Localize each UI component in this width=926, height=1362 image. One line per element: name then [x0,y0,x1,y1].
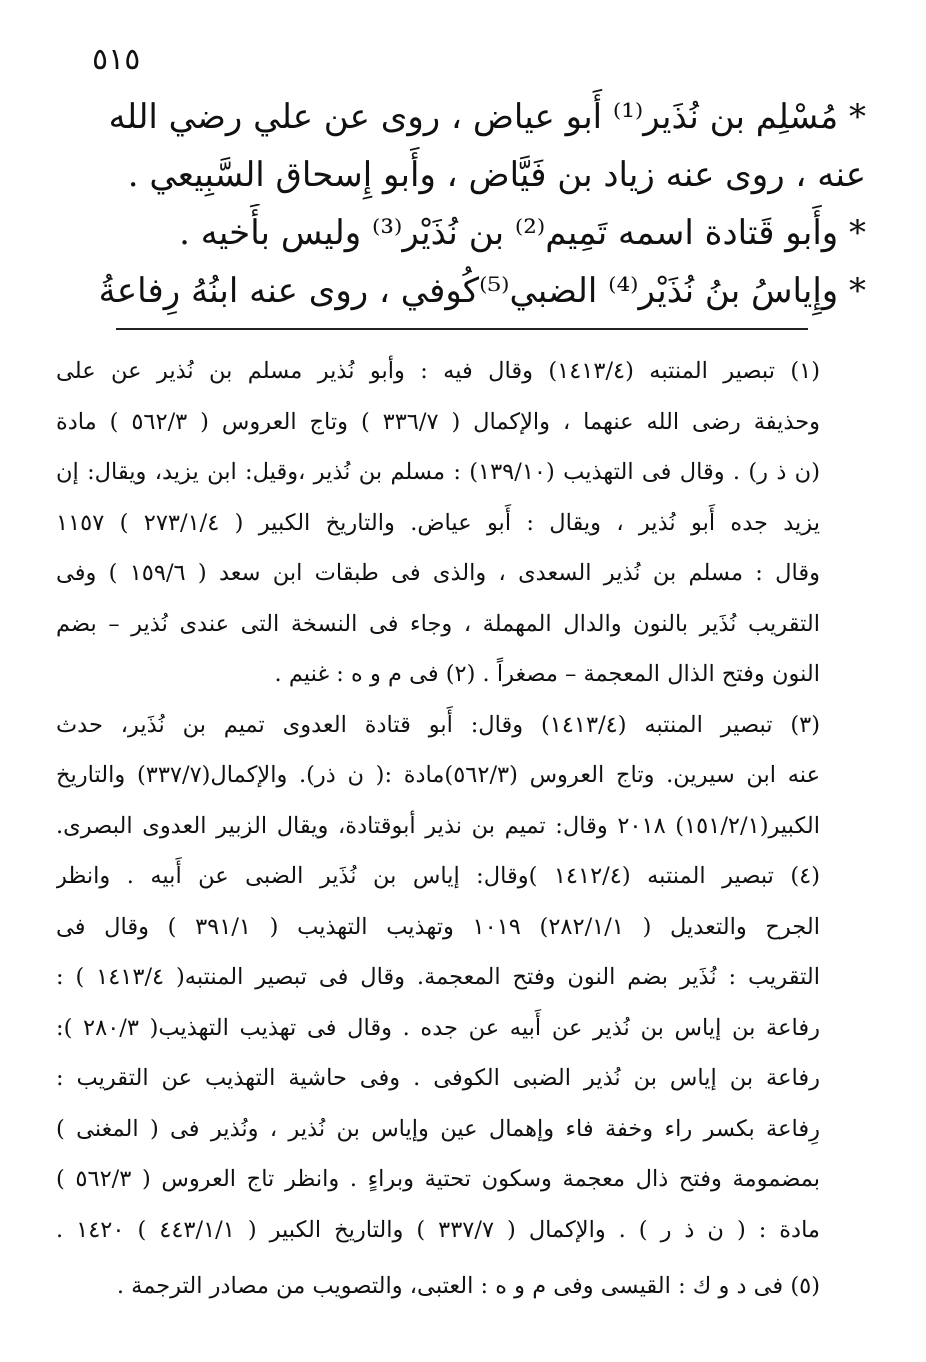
main-text [60,88,866,320]
main-line: عنه ، روى عنه زياد بن فَيَّاض ، وأَبو إِسحاق السَّبِيعي . [127,155,866,195]
main-line: * وأَبو قَتادة اسمه تَمِيم⁽²⁾ بن نُذَيْر⁽³⁾ وليس بأَخيه . [179,213,866,253]
footnote-line: النون وفتح الذال المعجمة – مصغراً . (٢) فى م و ه : غنيم . [274,661,820,687]
footnote-line: التقريب نُذَير بالنون والدال المهملة ، وجاء فى النسخة التى عندى نُذير – بضم [56,610,820,637]
main-line: * وإِياسُ بنُ نُذَيْر⁽⁴⁾ الضبي⁽⁵⁾كُوفي ، روى عنه ابنُهُ رِفاعةُ [98,271,866,311]
footnote-divider [116,328,808,330]
footnote-line: وقال : مسلم بن نُذير السعدى ، والذى فى طبقات ابن سعد ( ١٥٩/٦ ) وفى [56,560,820,586]
footnote-line: (٣) تبصير المنتبه (١٤١٣/٤) وقال: أَبو قتادة العدوى تميم بن نُذَير، حدث [56,711,820,738]
footnote-line: (ن ذ ر) . وقال فى التهذيب (١٣٩/١٠) : مسلم بن نُذير ،وقيل: ابن يزيد، ويقال: إن [56,459,820,485]
footnote-line: رفاعة بن إياس بن نُذير عن أَبيه عن جده . وقال فى تهذيب التهذيب( ٢٨٠/٣ ): [56,1014,820,1041]
page-number: ٥١٥ [92,42,141,77]
main-line: * مُسْلِم بن نُذَير⁽¹⁾ أَبو عياض ، روى عن علي رضي الله [108,97,866,137]
footnote-line: رفاعة بن إياس بن نُذير الضبى الكوفى . وفى حاشية التهذيب عن التقريب : [56,1065,820,1091]
footnote-line: الكبير(١٥١/٢/١) ٢٠١٨ وقال: تميم بن نذير أبوقتادة، ويقال الزبير العدوى البصرى. [56,812,820,839]
footnote-line: (٥) فى د و ك : القيسى وفى م و ه : العتبى، والتصويب من مصادر الترجمة . [116,1273,820,1299]
footnote-line: عنه ابن سيرين. وتاج العروس (٥٦٢/٣)مادة :( ن ذر). والإكمال(٣٣٧/٧) والتاريخ [56,762,820,788]
footnote-line: (٤) تبصير المنتبه (١٤١٢/٤ )وقال: إياس بن نُذَير الضبى عن أَبيه . وانظر [56,863,820,889]
footnote-line: (١) تبصير المنتبه (١٤١٣/٤) وقال فيه : وأبو نُذير مسلم بن نُذير عن على [56,358,820,384]
footnote-line: رِفاعة بكسر راء وخفة فاء وإهمال عين وإياس بن نُذير ، ونُذير فى ( المغنى ) [56,1115,820,1142]
footnote-line: بمضمومة وفتح ذال معجمة وسكون تحتية وبراءٍ . وانظر تاج العروس ( ٥٦٢/٣ ) [56,1166,820,1192]
footnote-line: الجرح والتعديل ( ٢٨٢/١/١) ١٠١٩ وتهذيب التهذيب ( ٣٩١/١ ) وقال فى [56,913,820,940]
footnote-line: وحذيفة رضى الله عنهما ، والإكمال ( ٣٣٦/٧ ) وتاج العروس ( ٥٦٢/٣ ) مادة [56,408,820,435]
footnote-line: يزيد جده أَبو نُذير ، ويقال : أَبو عياض. والتاريخ الكبير ( ٢٧٣/١/٤ ) ١١٥٧ [56,509,820,536]
footnote-line: مادة : ( ن ذ ر ) . والإكمال ( ٣٣٧/٧ ) والتاريخ الكبير ( ٤٤٣/١/١ ) ١٤٢٠ . [56,1216,820,1243]
footnote-line: التقريب : نُذَير بضم النون وفتح المعجمة. وقال فى تبصير المنتبه( ١٤١٣/٤ ) : [56,964,820,990]
footnotes [56,346,820,1312]
